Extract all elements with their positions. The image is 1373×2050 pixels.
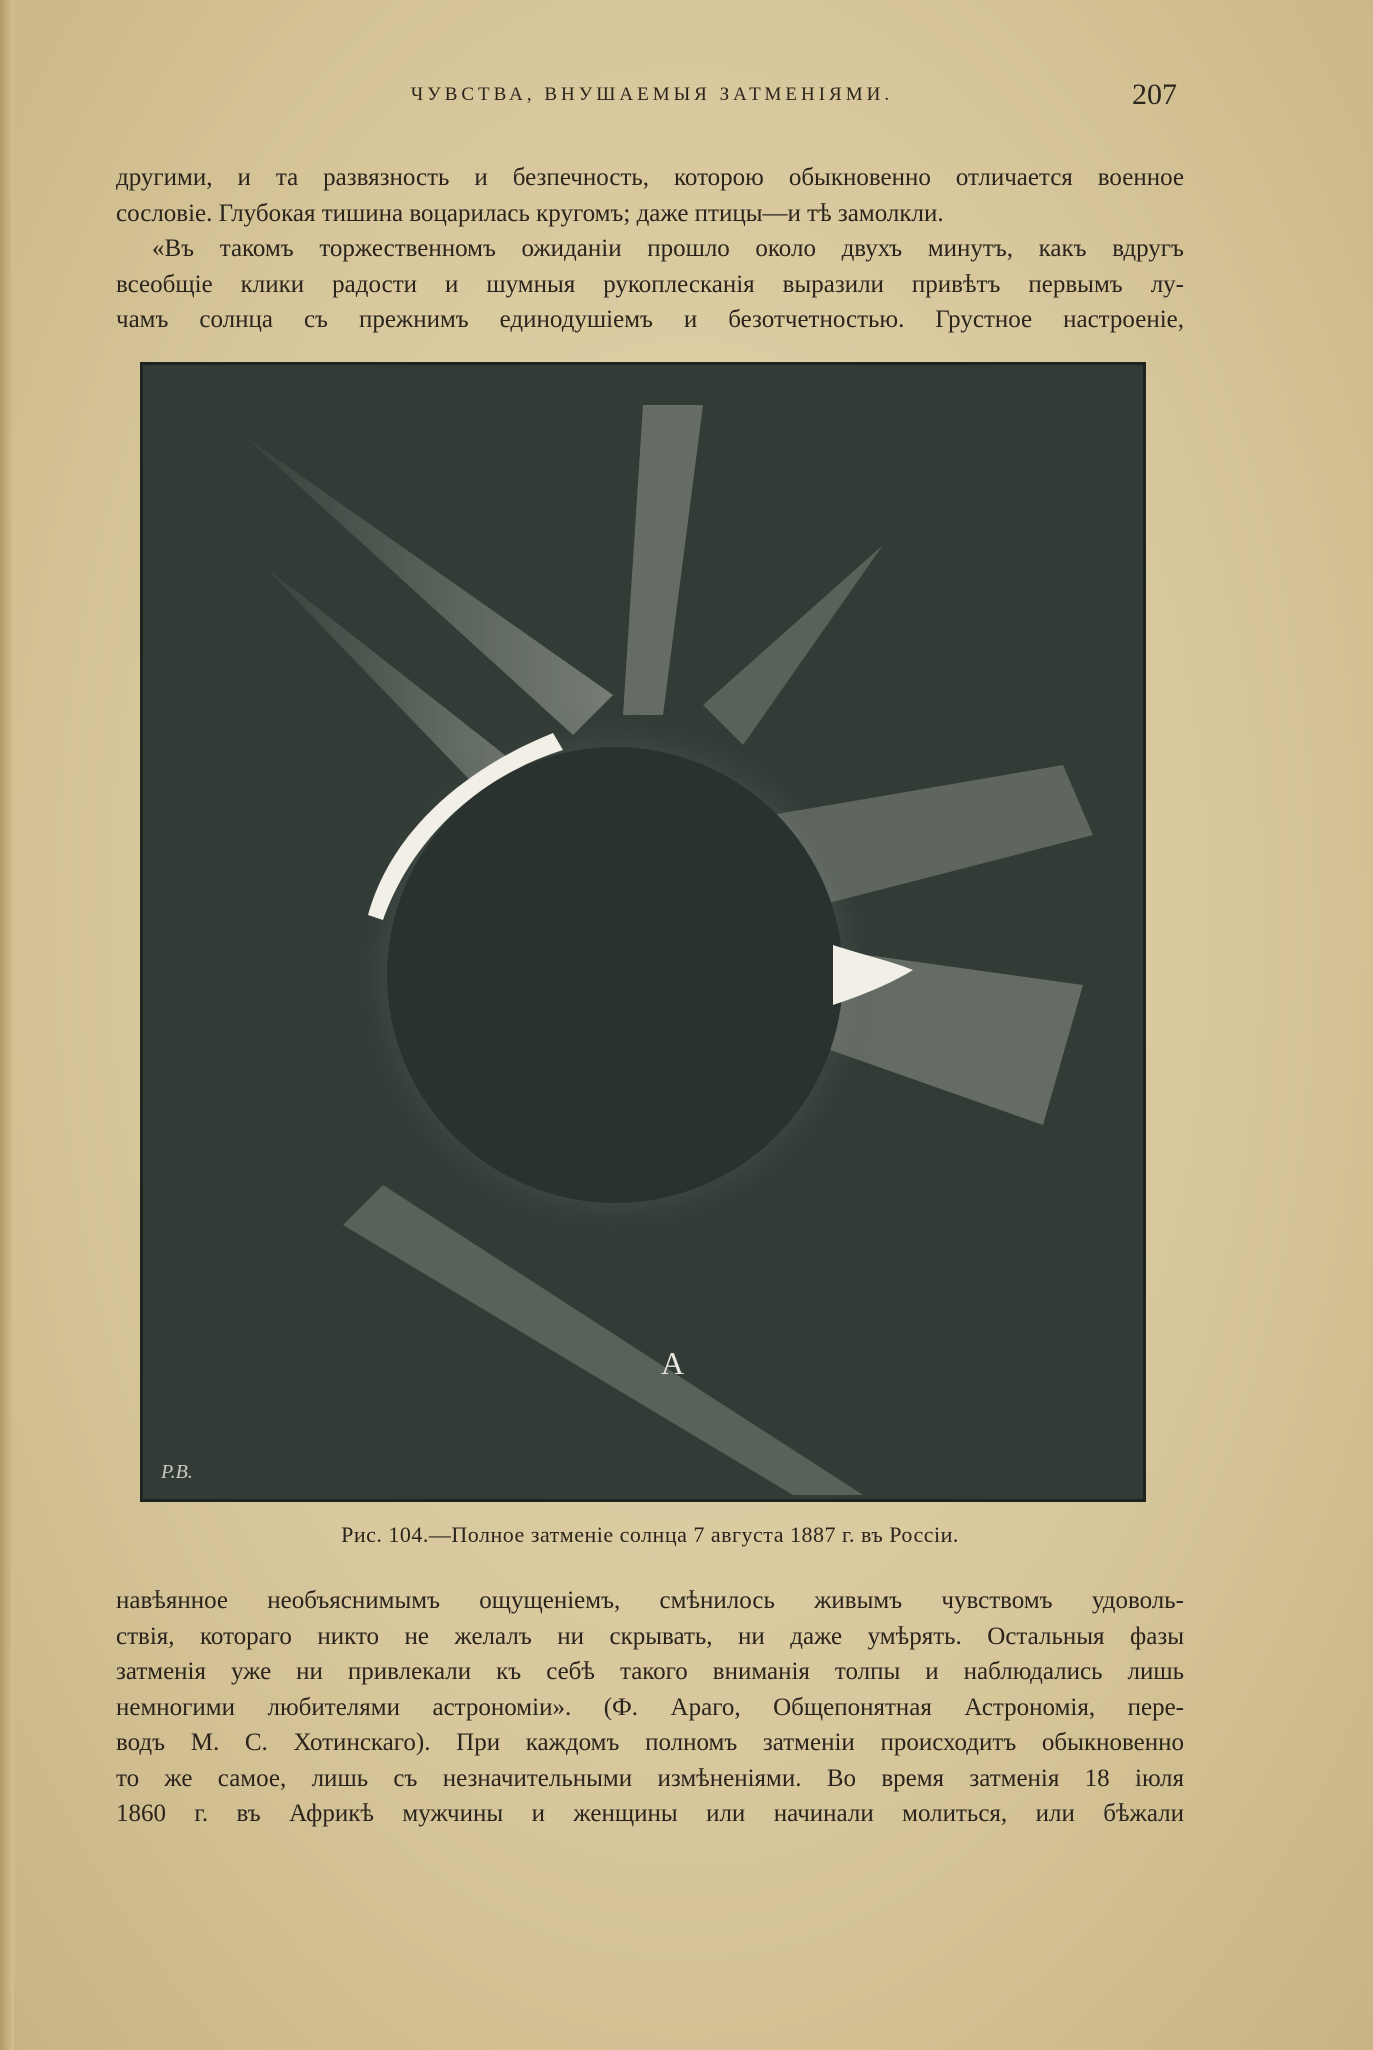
engraver-signature: P.B. (161, 1461, 193, 1483)
text-line: навѣянное необъяснимымъ ощущеніемъ, смѣнилось живымъ чувствомъ удоволь- (116, 1587, 1184, 1614)
page-number: 207 (1132, 78, 1177, 111)
text-line: немногими любителями астрономіи». (Ф. Араго, Общепонятная Астрономія, пере- (116, 1693, 1184, 1721)
text-line: ствія, котораго никто не желалъ ни скрывать, ни даже умѣрять. Остальныя фазы (116, 1622, 1184, 1650)
moon-disk (387, 747, 843, 1203)
figure-label-letter: A (661, 1345, 685, 1381)
page-edge-shadow (0, 0, 14, 2050)
eclipse-engraving (140, 362, 1146, 1502)
text-line: затменія уже ни привлекали къ себѣ такого вниманія толпы и наблюдались лишь (116, 1658, 1184, 1685)
bottom-paragraphs (116, 1583, 1184, 1832)
top-paragraphs (116, 160, 1184, 338)
text-line: сословіе. Глубокая тишина воцарилась кругомъ; даже птицы—и тѣ замолкли. (116, 199, 944, 227)
text-line: всеобщіе клики радости и шумныя рукоплесканія выразили привѣтъ первымъ лу- (116, 270, 1184, 298)
eclipse-illustration (143, 365, 1143, 1499)
text-line: то же самое, лишь съ незначительными измѣненіями. Во время затменія 18 іюля (116, 1764, 1184, 1792)
figure-caption: Рис. 104.—Полное затменіе солнца 7 августа 1887 г. въ Россіи. (341, 1522, 959, 1547)
text-line: водъ М. С. Хотинскаго). При каждомъ полномъ затменіи происходитъ обыкновенно (116, 1729, 1184, 1756)
text-line: 1860 г. въ Африкѣ мужчины и женщины или начинали молиться, или бѣжали (116, 1800, 1184, 1827)
text-line: «Въ такомъ торжественномъ ожиданіи прошло около двухъ минутъ, какъ вдругъ (152, 235, 1184, 262)
text-line: другими, и та развязность и безпечность, которою обыкновенно отличается военное (116, 164, 1184, 191)
running-title: ЧУВСТВА, ВНУШАЕМЫЯ ЗАТМЕНІЯМИ. (410, 84, 894, 105)
text-line: чамъ солнца съ прежнимъ единодушіемъ и безотчетностью. Грустное настроеніе, (116, 306, 1184, 333)
